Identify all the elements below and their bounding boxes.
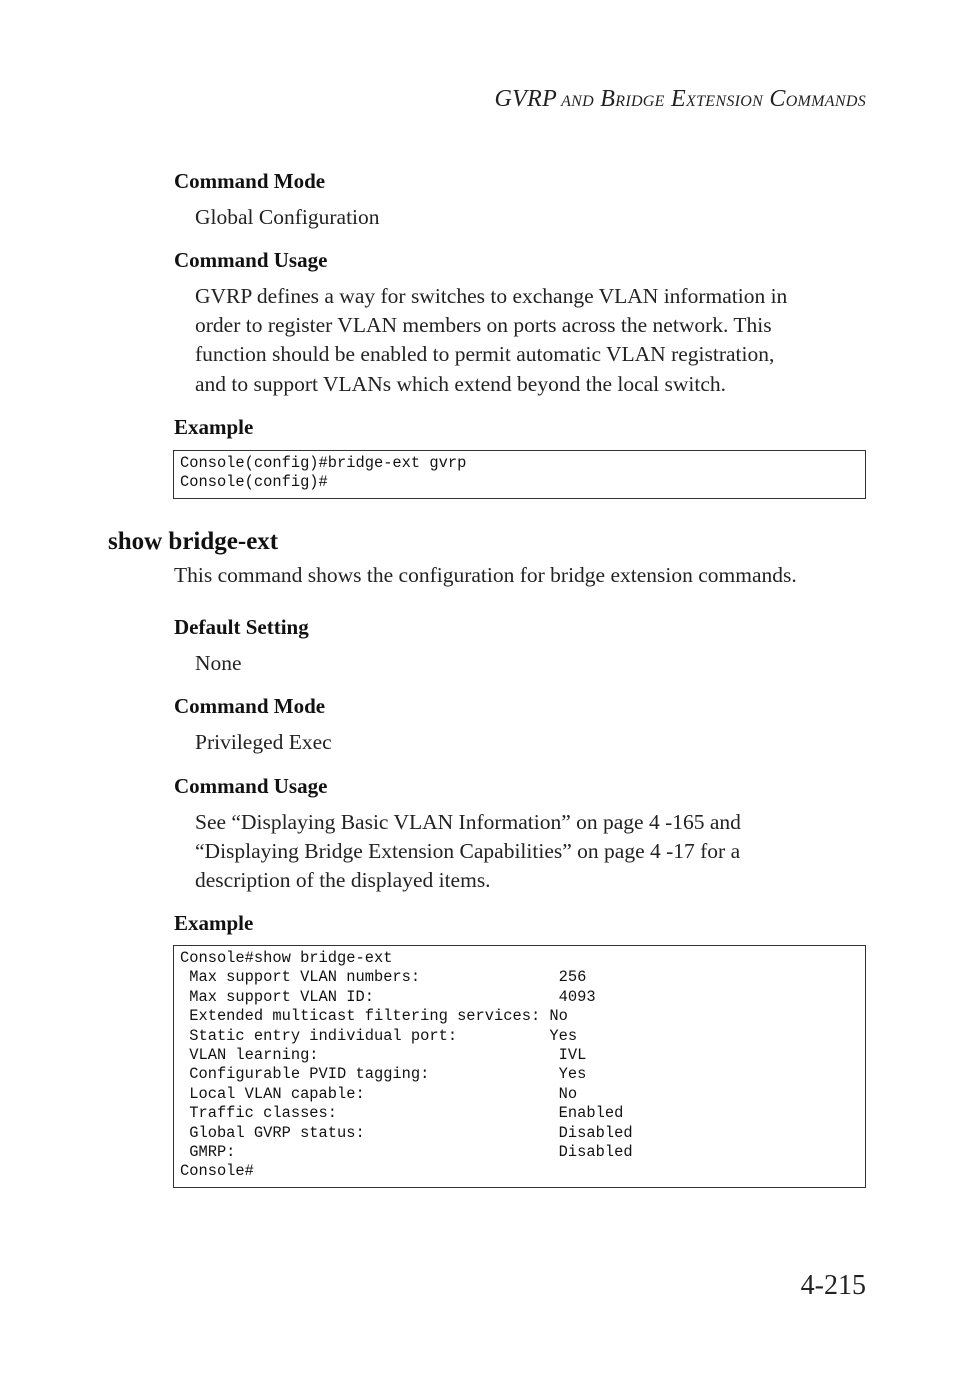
running-head-gvrp: GVRP (494, 86, 558, 112)
code-line: Configurable PVID tagging: Yes (180, 1065, 587, 1084)
code-line: Max support VLAN ID: 4093 (180, 987, 596, 1006)
code-line: Console(config)# (180, 473, 328, 492)
running-head-and-initial: A (557, 93, 572, 110)
code-line: Traffic classes: Enabled (180, 1104, 624, 1123)
command-mode-value (195, 203, 865, 232)
code-line: GMRP: Disabled (180, 1142, 633, 1161)
code-line: Extended multicast filtering services: No (180, 1007, 568, 1026)
command-usage-paragraph (195, 808, 865, 896)
running-head-commands-rest: OMMANDS (785, 93, 866, 110)
usage-line: function should be enabled to permit automatic VLAN registration, (195, 342, 775, 367)
example-code-block (173, 450, 866, 499)
running-head-bridge-initial: B (593, 86, 616, 112)
section-title: show bridge-ext (108, 528, 279, 555)
command-usage-paragraph (195, 282, 865, 399)
command-mode-value (195, 728, 865, 757)
command-mode-value-text: Global Configuration (195, 205, 380, 229)
command-usage-heading: Command Usage (174, 774, 328, 798)
code-line: Max support VLAN numbers: 256 (180, 968, 587, 987)
code-line: Console#show bridge-ext (180, 949, 393, 967)
running-head-bridge-rest: RIDGE (615, 93, 665, 110)
running-head-extension-initial: E (664, 86, 686, 112)
running-head (495, 86, 866, 113)
code-line: Console(config)#bridge-ext gvrp (180, 454, 467, 472)
example-heading: Example (174, 911, 254, 935)
usage-line: order to register VLAN members on ports across the network. This (195, 313, 772, 338)
section-intro: This command shows the configuration for bridge extension commands. (174, 563, 797, 587)
command-mode-value-text: Privileged Exec (195, 730, 332, 754)
default-setting-text: None (195, 651, 242, 675)
usage-line: “Displaying Bridge Extension Capabilities” on page 4 -17 for a (195, 839, 741, 864)
running-head-and-rest: ND (571, 93, 594, 110)
default-setting-heading: Default Setting (174, 615, 309, 639)
code-line: Console# (180, 1162, 254, 1181)
running-head-extension-rest: XTENSION (686, 93, 764, 110)
example-heading: Example (174, 415, 254, 439)
command-mode-heading: Command Mode (174, 169, 326, 193)
usage-line: GVRP defines a way for switches to exchange VLAN information in (195, 284, 788, 308)
usage-line: See “Displaying Basic VLAN Information” on page 4 -165 and (195, 810, 741, 834)
page-number: 4-215 (800, 1270, 866, 1301)
code-line: VLAN learning: IVL (180, 1045, 587, 1064)
command-mode-heading: Command Mode (174, 694, 326, 718)
default-setting-value (195, 649, 865, 678)
command-usage-heading: Command Usage (174, 248, 328, 272)
running-head-commands-initial: C (763, 86, 786, 112)
code-line: Global GVRP status: Disabled (180, 1123, 633, 1142)
usage-line: description of the displayed items. (195, 868, 491, 893)
example-code-block (173, 945, 866, 1188)
code-line: Local VLAN capable: No (180, 1084, 578, 1103)
usage-line: and to support VLANs which extend beyond the local switch. (195, 371, 727, 396)
code-line: Static entry individual port: Yes (180, 1026, 578, 1045)
